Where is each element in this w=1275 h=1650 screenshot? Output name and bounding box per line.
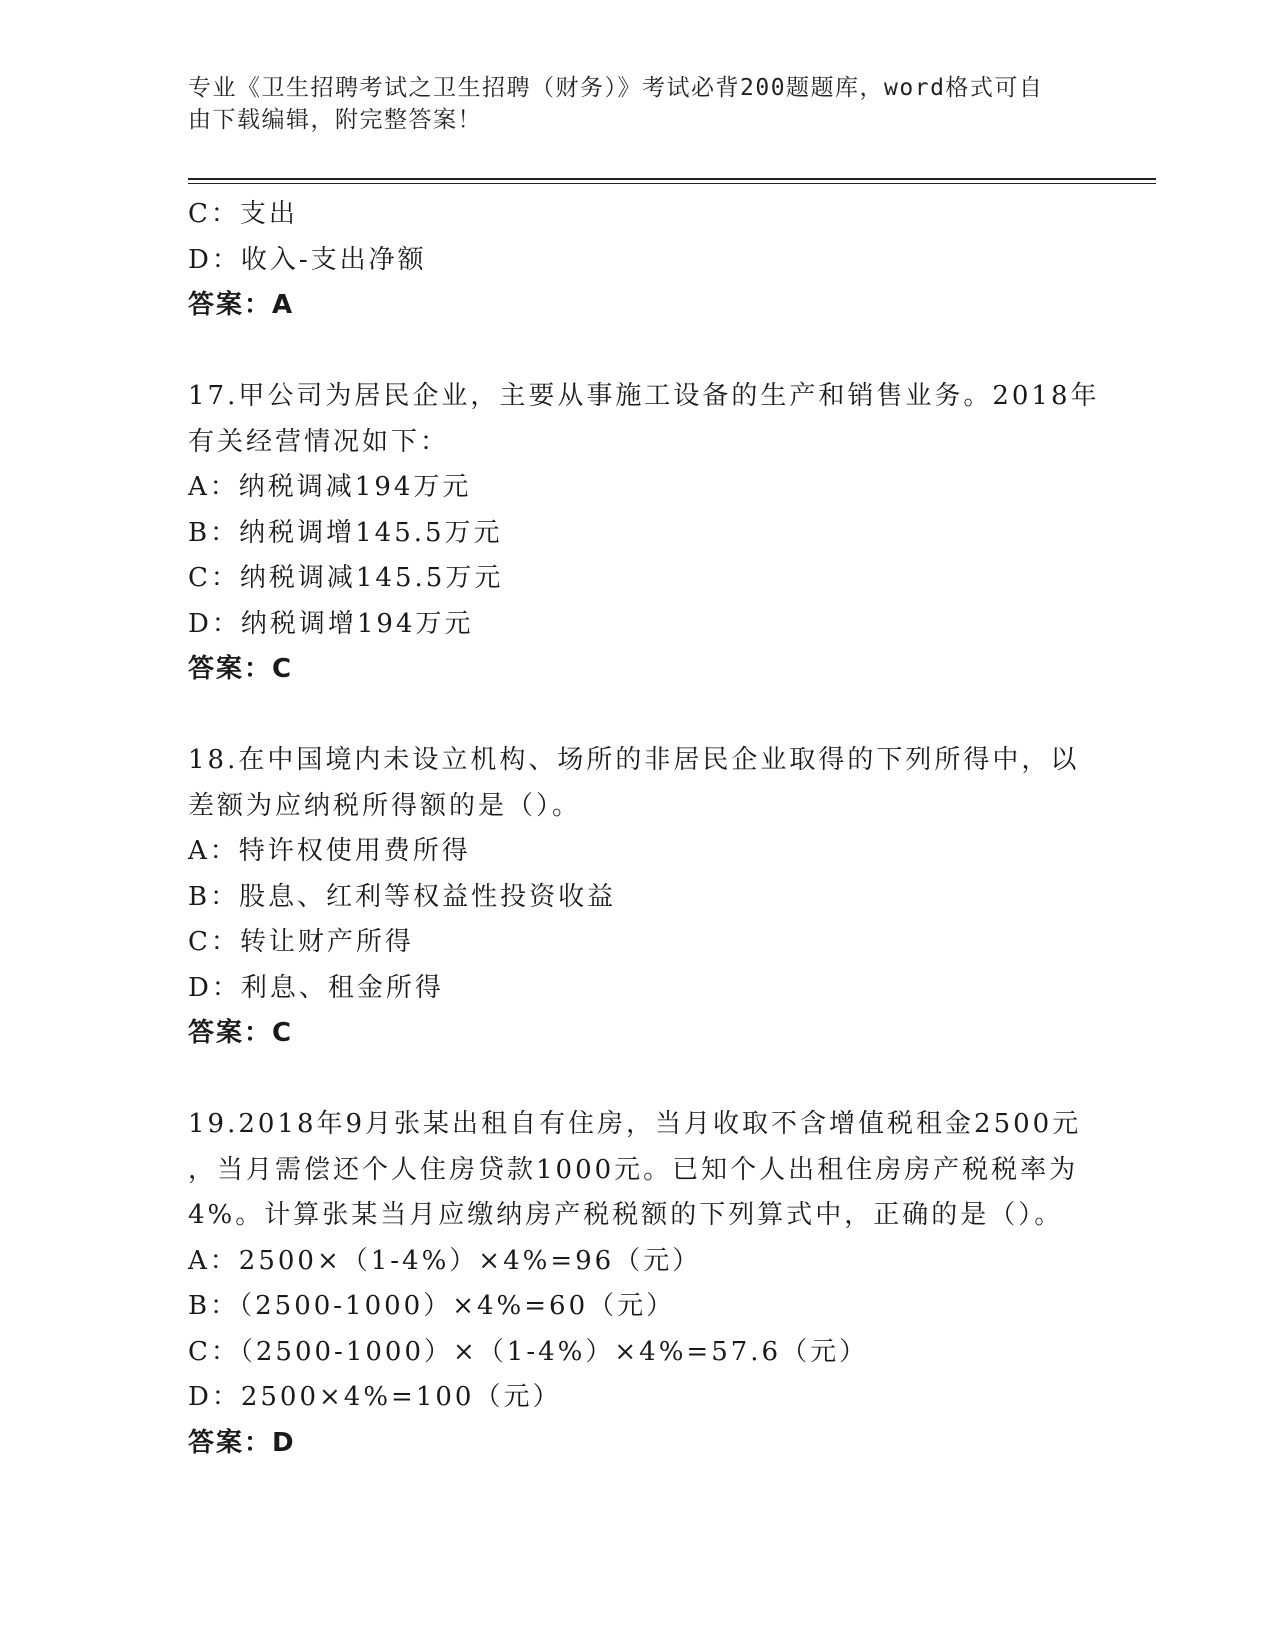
answer-line: 答案：C (188, 654, 294, 684)
option-d: D：利息、租金所得 (188, 972, 444, 1003)
answer-line: 答案：C (188, 1018, 294, 1048)
question-content (188, 192, 1100, 1466)
question-stem: 有关经营情况如下： (188, 426, 450, 457)
option-c: C：纳税调减145.5万元 (188, 563, 504, 593)
option-a: A：2500×（1-4%）×4%=96（元） (188, 1245, 702, 1276)
option-d: D：2500×4%=100（元） (188, 1382, 562, 1412)
question-stem: 19.2018年9月张某出租自有住房，当月收取不含增值税租金2500元 (188, 1109, 1082, 1139)
spacer (188, 329, 1088, 375)
option-b: B：股息、红利等权益性投资收益 (188, 881, 617, 912)
option-d: D：收入-支出净额 (188, 244, 427, 275)
previous-question-tail (188, 192, 1088, 329)
option-b: B：纳税调增145.5万元 (188, 517, 503, 548)
question-stem: 18.在中国境内未设立机构、场所的非居民企业取得的下列所得中，以 (188, 745, 1080, 775)
option-c: C：转让财产所得 (188, 927, 414, 957)
header-line-1: 专业《卫生招聘考试之卫生招聘（财务）》考试必背200题题库，word格式可自 (188, 75, 1044, 101)
answer-line: 答案：D (188, 1427, 296, 1458)
question-18 (188, 738, 1088, 1057)
option-d: D：纳税调增194万元 (188, 608, 474, 639)
option-c: C：（2500-1000）×（1-4%）×4%=57.6（元） (188, 1336, 869, 1367)
option-c: C：支出 (188, 199, 298, 229)
question-stem: ，当月需偿还个人住房贷款1000元。已知个人出租住房房产税税率为 (188, 1154, 1079, 1185)
header-line-2: 由下载编辑，附完整答案！ (188, 107, 482, 133)
question-19 (188, 1102, 1088, 1466)
question-stem: 差额为应纳税所得额的是（）。 (188, 790, 582, 821)
header-divider-thick (188, 178, 1156, 180)
question-17 (188, 374, 1100, 693)
spacer (188, 1057, 1088, 1103)
page-header (188, 72, 1068, 136)
option-a: A：特许权使用费所得 (188, 836, 471, 866)
option-a: A：纳税调减194万元 (188, 472, 472, 502)
question-stem: 17.甲公司为居民企业，主要从事施工设备的生产和销售业务。2018年 (188, 381, 1100, 411)
header-divider-thin (188, 183, 1156, 184)
spacer (188, 693, 1088, 739)
option-b: B：（2500-1000）×4%=60（元） (188, 1291, 676, 1321)
answer-line: 答案：A (188, 290, 295, 320)
question-stem: 4%。计算张某当月应缴纳房产税税额的下列算式中，正确的是（）。 (188, 1200, 1064, 1230)
